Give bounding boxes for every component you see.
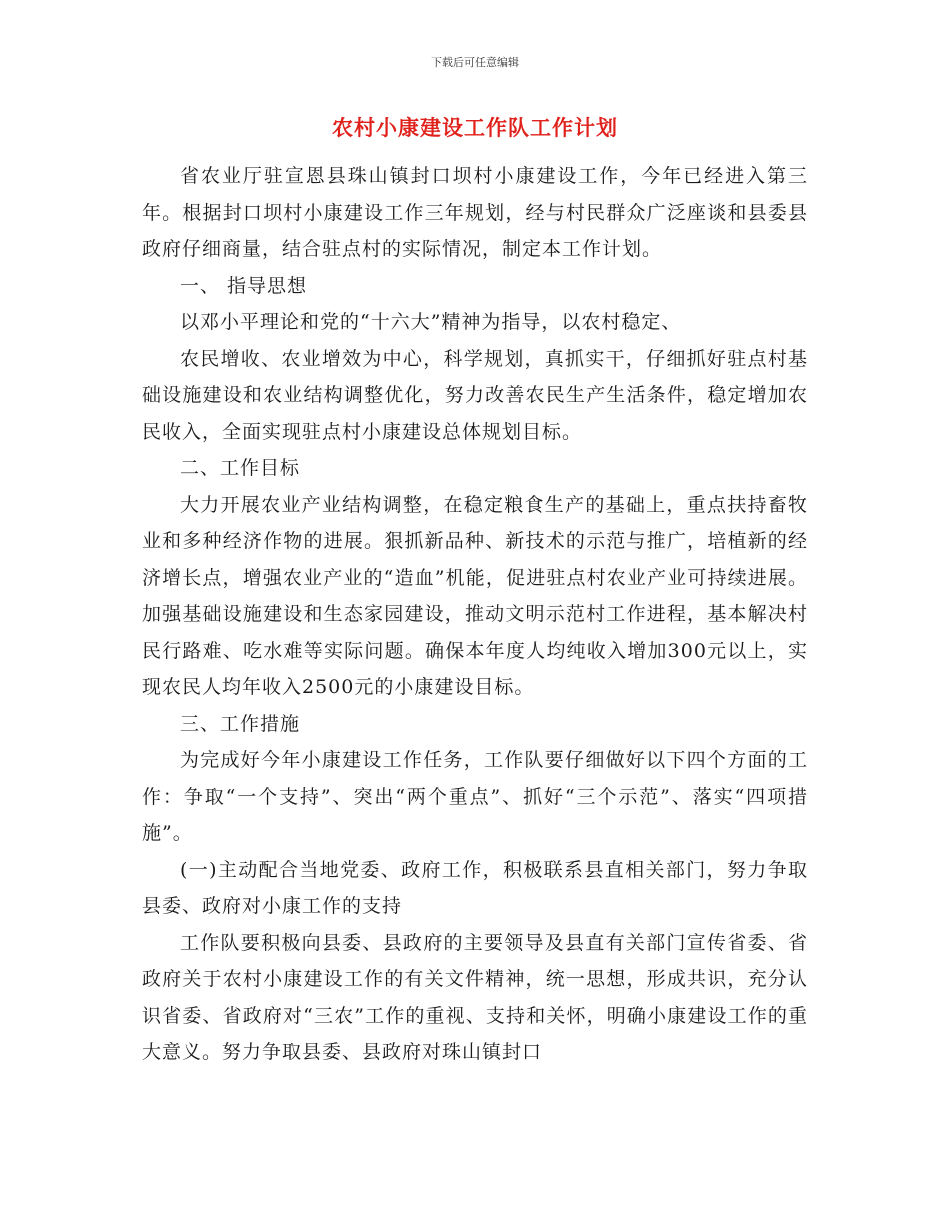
paragraph-intro: 省农业厅驻宣恩县珠山镇封口坝村小康建设工作，今年已经进入第三年。根据封口坝村小康建设工作三年规划，经与村民群众广泛座谈和县委县政府仔细商量，结合驻点村的实际情况，制定本工作计划。 xyxy=(142,165,808,260)
header-note: 下载后可任意编辑 xyxy=(431,56,519,69)
paragraph-guiding-1: 以邓小平理论和党的“十六大”精神为指导，以农村稳定、 xyxy=(180,311,682,333)
section-heading-2: 二、工作目标 xyxy=(180,457,301,479)
section-heading-1: 一、 指导思想 xyxy=(180,274,308,297)
document-title: 农村小康建设工作队工作计划 xyxy=(332,116,618,140)
paragraph-goals: 大力开展农业产业结构调整，在稳定粮食生产的基础上，重点扶持畜牧业和多种经济作物的进展。狠抓新品种、新技术的示范与推广，培植新的经济增长点，增强农业产业的“造血”机能，促进驻点村农业产业可持续进展。加强基础设施建设和生态家园建设，推动文明示范村工作进程，基本解决村民行路难、吃水难等实际问题。确保本年度人均纯收入增加300元以上，实现农民人均年收入2500元的小康建设目标。 xyxy=(142,493,808,698)
document-body xyxy=(142,158,808,1071)
subsection-heading-1: (一)主动配合当地党委、政府工作，积极联系县直相关部门，努力争取县委、政府对小康工作的支持 xyxy=(142,858,808,917)
paragraph-guiding-2: 农民增收、农业增效为中心，科学规划，真抓实干，仔细抓好驻点村基础设施建设和农业结构调整优化，努力改善农民生产生活条件，稳定增加农民收入，全面实现驻点村小康建设总体规划目标。 xyxy=(142,347,808,443)
section-heading-3: 三、工作措施 xyxy=(180,712,301,735)
paragraph-measures-1: 工作队要积极向县委、县政府的主要领导及县直有关部门宣传省委、省政府关于农村小康建设工作的有关文件精神，统一思想，形成共识，充分认识省委、省政府对“三农”工作的重视、支持和关怀，明确小康建设工作的重大意义。努力争取县委、县政府对珠山镇封口 xyxy=(142,931,808,1063)
paragraph-measures-intro: 为完成好今年小康建设工作任务，工作队要仔细做好以下四个方面的工作：争取“一个支持”、突出“两个重点”、抓好“三个示范”、落实“四项措施”。 xyxy=(142,749,808,844)
